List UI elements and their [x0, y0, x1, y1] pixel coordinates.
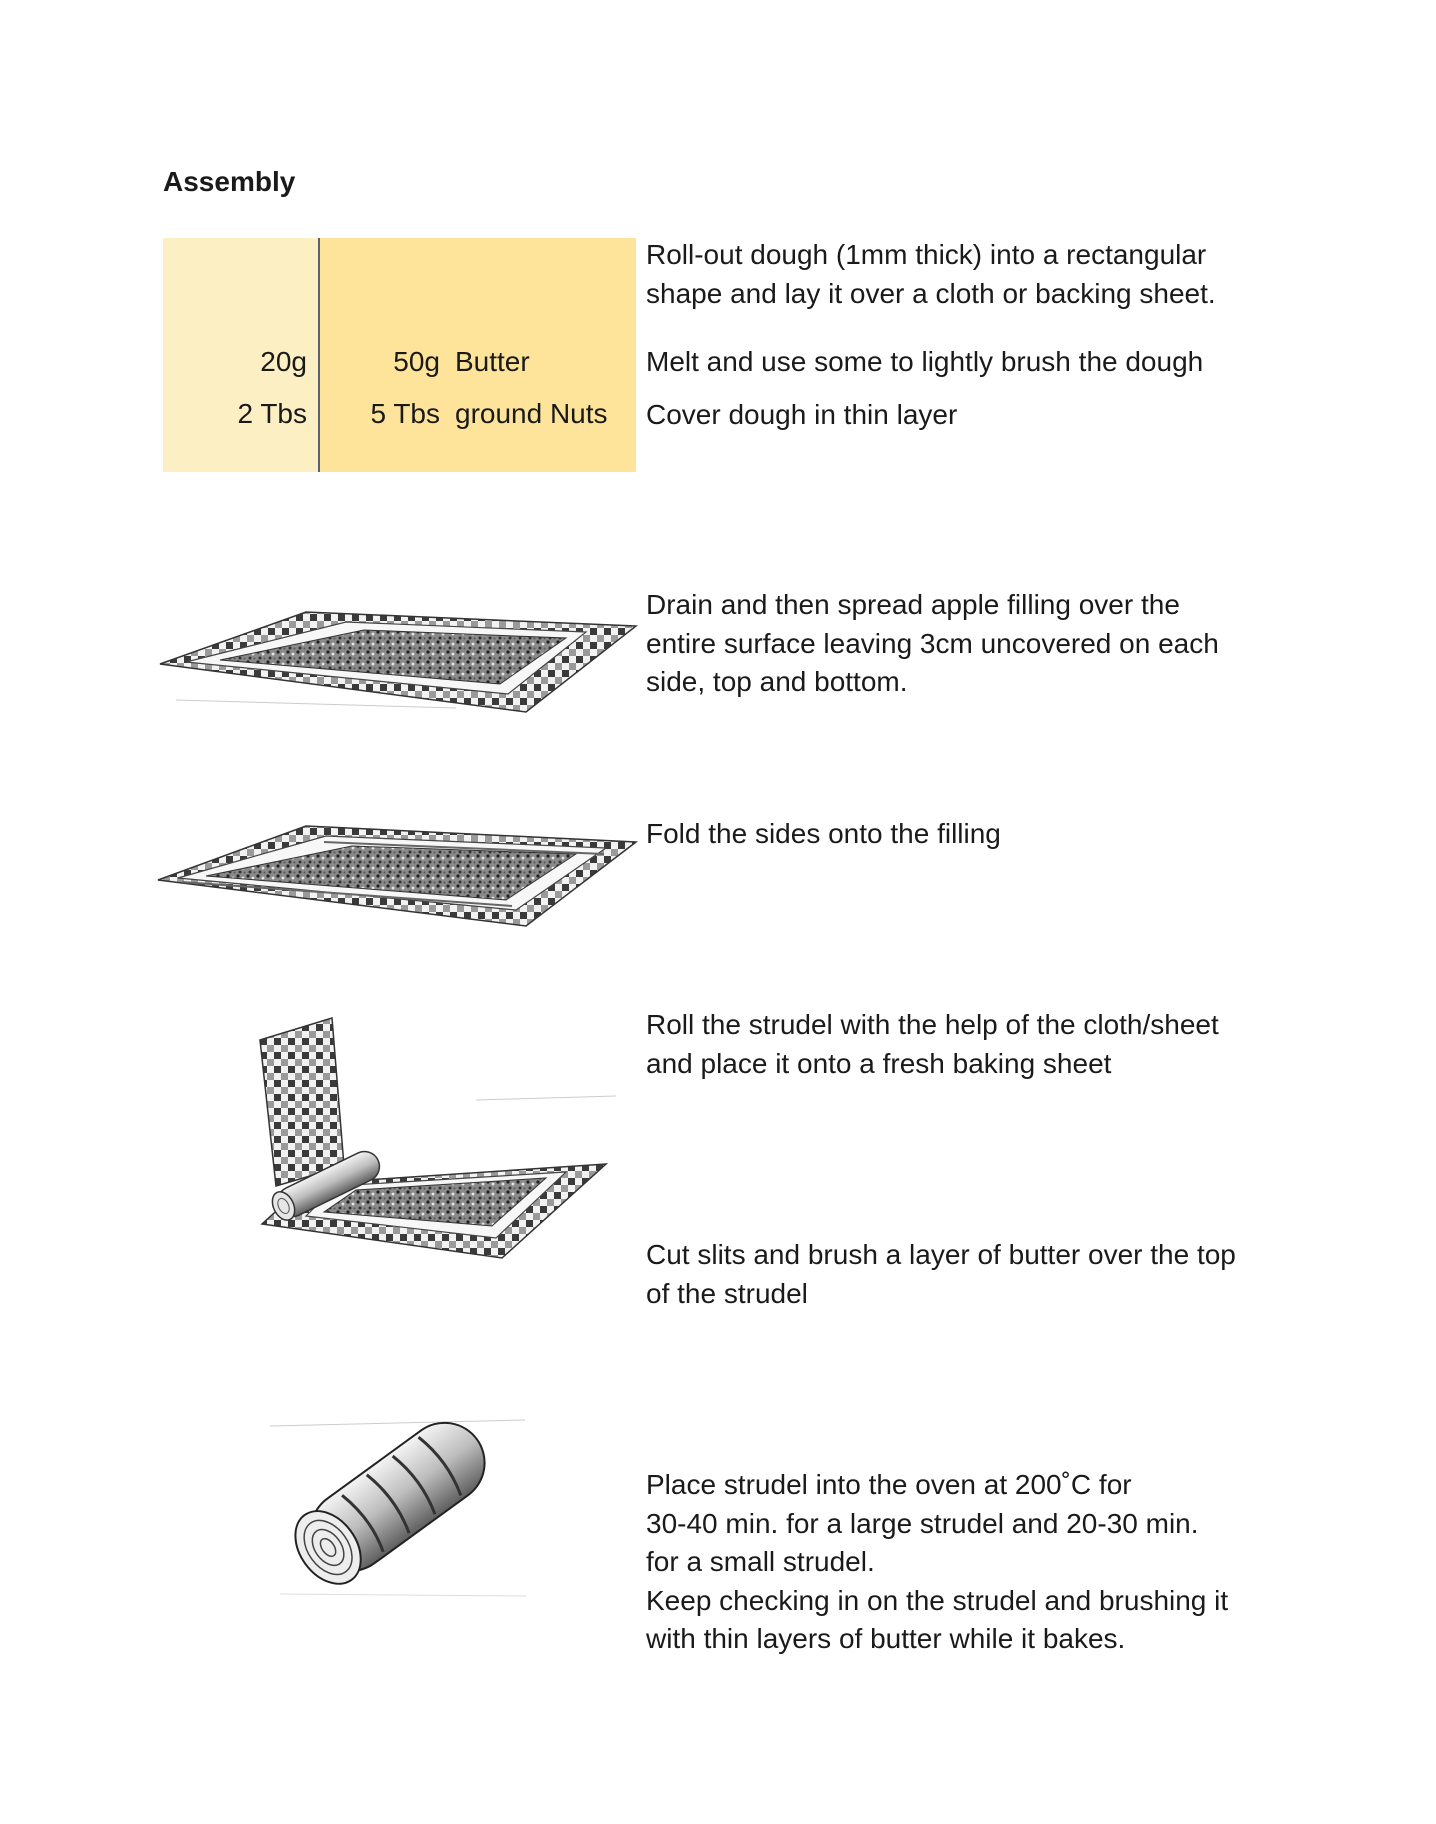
rolling-strudel-illustration — [246, 1010, 616, 1270]
large-qty-butter: 50g — [393, 346, 440, 377]
step-roll-strudel: Roll the strudel with the help of the cloth/sheet and place it onto a fresh baking sheet — [646, 1009, 1219, 1079]
step-cut-slits: Cut slits and brush a layer of butter over the top of the strudel — [646, 1239, 1236, 1309]
step-melt-butter: Melt and use some to lightly brush the dough — [646, 346, 1204, 377]
step-cover-nuts: Cover dough in thin layer — [646, 399, 958, 430]
small-qty-nuts: 2 Tbs — [237, 398, 307, 429]
ingredient-table — [163, 238, 636, 472]
step-roll-out-dough: Roll-out dough (1mm thick) into a rectangular shape and lay it over a cloth or backing sheet. — [646, 239, 1216, 309]
filling-spread-illustration — [156, 600, 636, 720]
ingredient-name-butter: Butter — [455, 346, 530, 377]
step-bake: Place strudel into the oven at 200˚C for 30-40 min. for a large strudel and 20-30 min. for a small strudel. Keep checking in on the strudel and brushing it with thin layers of butter while it bakes. — [646, 1469, 1229, 1654]
small-qty-butter: 20g — [260, 346, 307, 377]
folded-sides-illustration — [156, 814, 636, 934]
rolled-strudel-illustration — [270, 1400, 530, 1600]
step-fold-sides: Fold the sides onto the filling — [646, 818, 1001, 849]
step-spread-filling: Drain and then spread apple filling over the entire surface leaving 3cm uncovered on each side, top and bottom. — [646, 589, 1219, 697]
large-qty-nuts: 5 Tbs — [370, 398, 440, 429]
section-title: Assembly — [163, 166, 296, 197]
ingredient-name-nuts: ground Nuts — [455, 398, 608, 429]
